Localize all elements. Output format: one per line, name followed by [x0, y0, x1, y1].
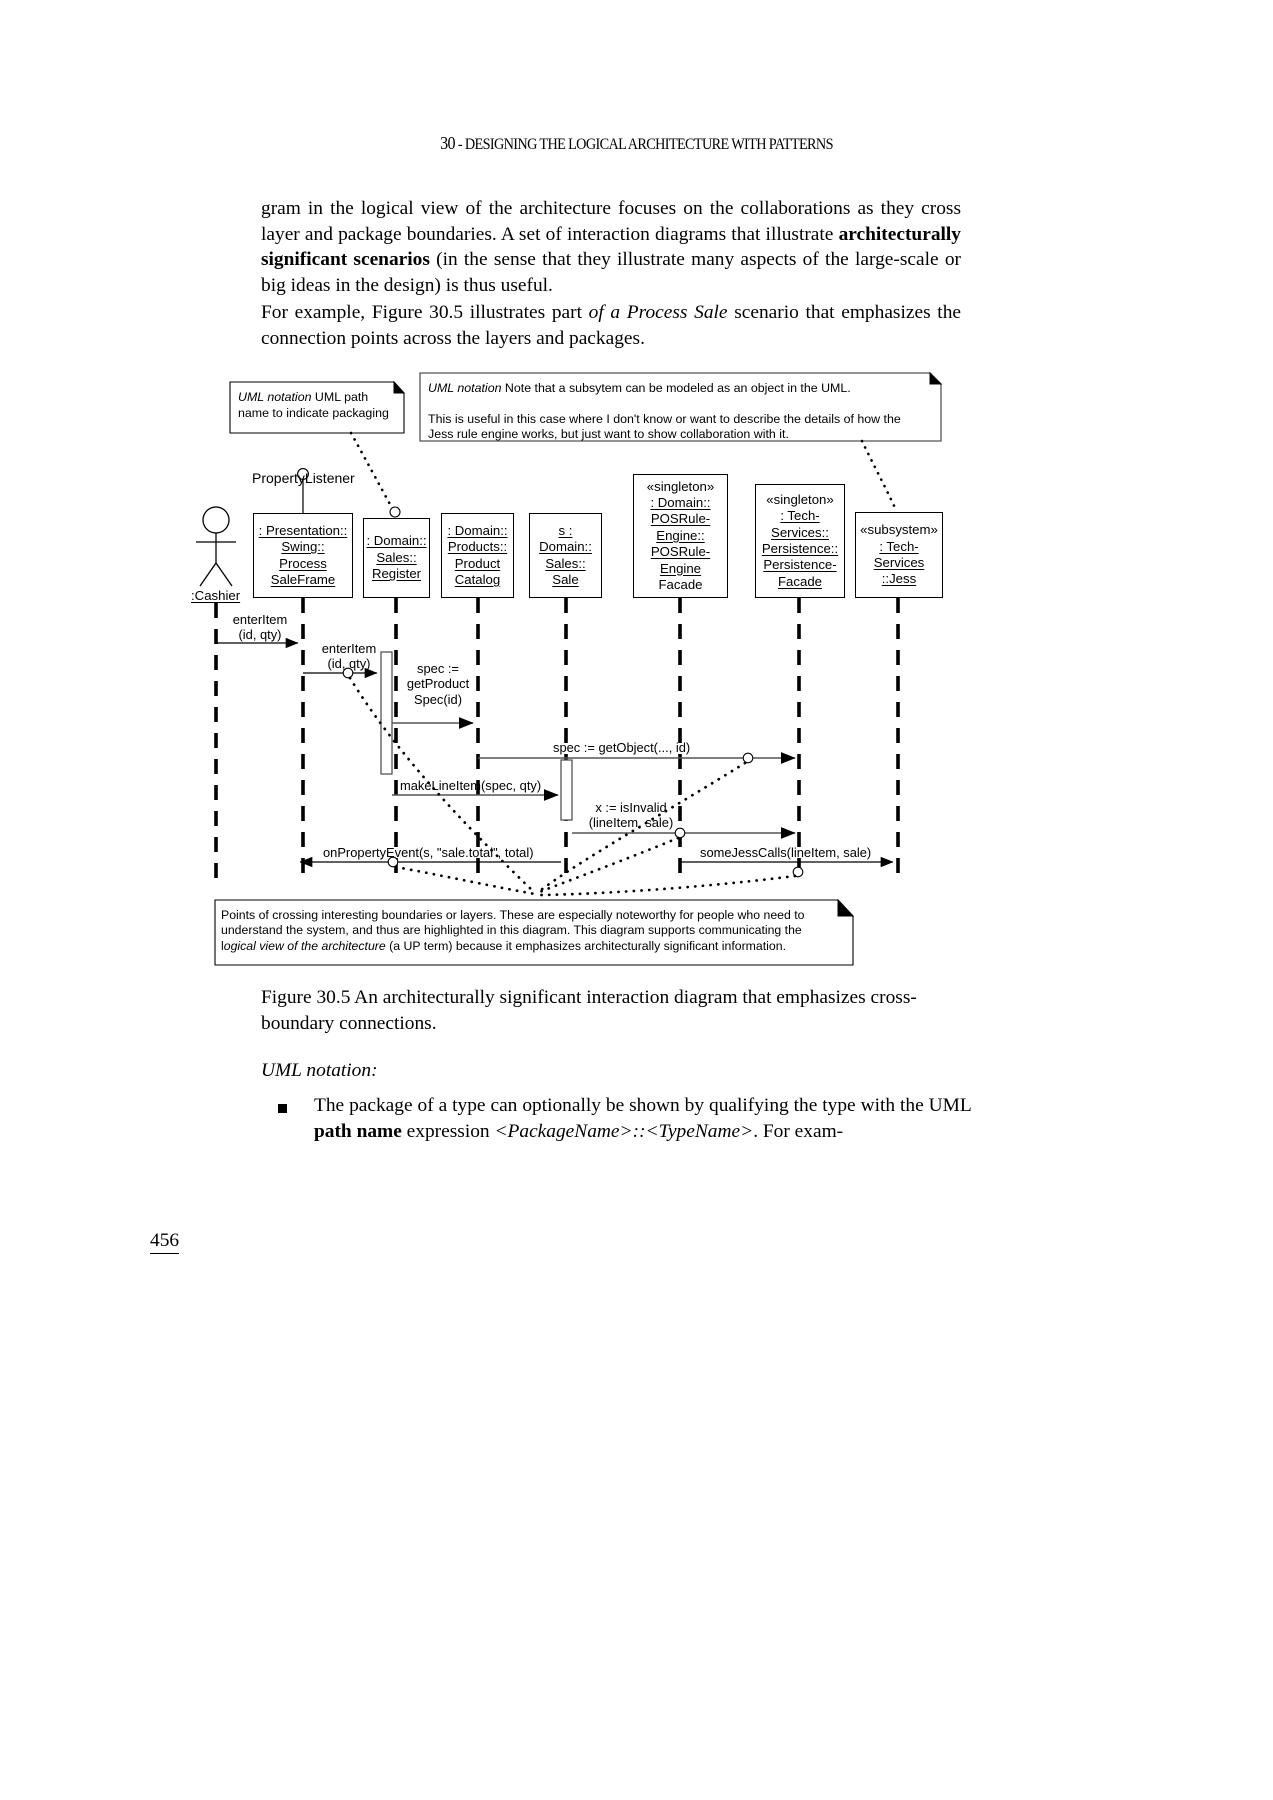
- lifeline-processsaleframe-line-1: Swing::: [281, 539, 325, 555]
- message-label-onPropertyEvent: [323, 845, 534, 860]
- bullet-part-2: expression: [401, 1120, 495, 1142]
- note-bottom-text: [221, 908, 861, 954]
- lifeline-productcatalog-line-1: Products::: [447, 539, 508, 555]
- lifeline-sale-line-3: Sale: [552, 571, 579, 587]
- activation-sale: [561, 760, 572, 820]
- page-number: 456: [150, 1230, 179, 1254]
- message-label-getProductSpec-line-2: Spec(id): [414, 691, 462, 707]
- message-label-enterItem-1: [216, 612, 304, 643]
- paragraph-1-bold: architecturally significant scenarios: [261, 223, 961, 271]
- message-label-getProductSpec-line-1: getProduct: [406, 676, 470, 692]
- interface-label-propertylistener: PropertyListener: [252, 470, 355, 486]
- note-left-italic-lead: UML notation: [238, 390, 312, 404]
- lifeline-productcatalog-line-3: Catalog: [454, 571, 501, 587]
- note-left-text: UML path name to indicate packaging: [238, 390, 389, 420]
- paragraph-2-part-1: For example, Figure 30.5 illustrates part: [261, 302, 589, 323]
- uml-notation-heading: UML notation:: [261, 1060, 378, 1081]
- body-paragraph-2: [261, 300, 961, 351]
- lifeline-sale-line-2: Sales::: [545, 555, 586, 571]
- message-label-makeLineItem-line-0: makeLineItem(spec, qty): [400, 778, 542, 793]
- actor-cashier-icon: [196, 507, 236, 586]
- lifeline-processsaleframe-line-3: SaleFrame: [270, 571, 336, 587]
- lifeline-posrulefacade-line-5: Facade: [658, 577, 703, 593]
- running-head-chapter-number: 30: [440, 133, 455, 153]
- actor-label-cashier: :Cashier: [191, 588, 241, 603]
- message-label-isInvalid-line-1: (lineItem, sale): [588, 815, 674, 831]
- note-bottom-line-2: understand the system, and thus are highlighted in this diagram. This diagram supports communicating the: [221, 923, 802, 938]
- lifeline-productcatalog-line-0: : Domain::: [447, 522, 508, 538]
- note-uml-path-name-text: [238, 390, 398, 421]
- lifeline-posrulefacade-line-1: POSRule-: [650, 511, 711, 527]
- message-label-enterItem-1-line-1: (id, qty): [238, 627, 282, 643]
- lifeline-jess-line-0: : Tech-: [879, 538, 919, 554]
- message-label-enterItem-2: [306, 641, 392, 672]
- lifeline-register-line-2: Register: [371, 566, 422, 582]
- message-label-someJessCalls-line-0: someJessCalls(lineItem, sale): [700, 845, 872, 860]
- uml-notation-bullet: [261, 1093, 971, 1144]
- lifelines: [216, 598, 898, 878]
- lifeline-posrulefacade-stereotype: «singleton»: [646, 478, 715, 494]
- running-head-title: DESIGNING THE LOGICAL ARCHITECTURE WITH PATTERNS: [464, 136, 833, 153]
- message-label-getObject: [553, 740, 690, 755]
- message-label-getProductSpec: [399, 661, 477, 707]
- lifeline-box-register[interactable]: [363, 518, 430, 598]
- lifeline-processsaleframe-line-2: Process: [279, 555, 327, 571]
- lifeline-box-persistencefacade[interactable]: [755, 484, 845, 598]
- lifeline-persistencefacade-line-2: Persistence::: [761, 541, 839, 556]
- lifeline-sale-line-1: Domain::: [539, 539, 592, 555]
- lifeline-register-line-0: : Domain::: [366, 533, 427, 549]
- note-right-italic-lead: UML notation: [428, 381, 502, 395]
- bullet-square-icon: [278, 1104, 287, 1113]
- note-bottom-line-3-a: l: [221, 938, 224, 953]
- bullet-italic: <PackageName>::<TypeName>: [494, 1120, 754, 1142]
- leader-5: [540, 876, 795, 895]
- message-label-someJessCalls: [700, 845, 871, 860]
- note-right-line-1: Note that a subsytem can be modeled as an object in the UML.: [501, 381, 851, 395]
- body-paragraph-1: [261, 196, 961, 298]
- lifeline-posrulefacade-line-2: Engine::: [656, 527, 705, 543]
- lifeline-processsaleframe-line-0: : Presentation::: [258, 522, 348, 538]
- lifeline-productcatalog-line-2: Product: [454, 555, 501, 571]
- note-bottom-line-3-italic: ogical view of the architecture: [223, 938, 386, 953]
- running-head-separator: -: [454, 136, 465, 153]
- lifeline-posrulefacade-line-4: Engine: [659, 560, 702, 576]
- note-subsystem-text: [428, 381, 948, 443]
- note-bottom-line-1: Points of crossing interesting boundaries or layers. These are especially noteworthy for people who need to: [221, 908, 805, 922]
- message-label-enterItem-2-line-0: enterItem: [321, 641, 377, 656]
- bullet-part-1: The package of a type can optionally be shown by qualifying the type with the UML: [314, 1095, 971, 1116]
- lifeline-box-posrulefacade[interactable]: [633, 474, 728, 598]
- bullet-bold: path name: [314, 1120, 402, 1142]
- lifeline-jess-stereotype: «subsystem»: [860, 522, 938, 538]
- note-right-line-2: This is useful in this case where I don't know or want to describe the details of how the: [428, 411, 901, 426]
- lifeline-box-jess[interactable]: [855, 512, 943, 598]
- lifeline-box-processsaleframe[interactable]: [253, 513, 353, 598]
- bullet-text: [314, 1093, 971, 1144]
- lifeline-jess-line-1: Services: [873, 555, 925, 570]
- sequence-diagram-canvas: [0, 360, 1273, 980]
- leader-note-to-register: [351, 433, 400, 517]
- lifeline-box-productcatalog[interactable]: [441, 513, 514, 598]
- paragraph-2-part-2: scenario that emphasizes the connection points across the layers and packages.: [261, 302, 961, 349]
- lifeline-posrulefacade-line-3: POSRule-: [650, 544, 711, 560]
- lifeline-box-sale[interactable]: [529, 513, 602, 598]
- paragraph-2-italic: of a Process Sale: [588, 302, 728, 323]
- lifeline-persistencefacade-line-3: Persistence-: [763, 557, 837, 573]
- crossing-point-2: [743, 753, 753, 763]
- note-right-line-3: Jess rule engine works, but just want to show collaboration with it.: [428, 427, 789, 442]
- message-label-enterItem-2-line-1: (id, qty): [327, 656, 371, 672]
- message-label-getObject-line-0: spec := getObject(..., id): [553, 740, 691, 755]
- lifeline-sale-line-0: s :: [558, 522, 573, 538]
- message-label-isInvalid-line-0: x := isInvalid: [595, 800, 667, 815]
- message-label-makeLineItem: [400, 778, 541, 793]
- figure-30-5: [0, 360, 1273, 980]
- running-head: [51, 133, 1222, 154]
- bullet-part-3: . For exam-: [753, 1120, 844, 1142]
- paragraph-1-part-2: (in the sense that they illustrate many aspects of the large-scale or big ideas in the design) is thus useful.: [261, 249, 961, 296]
- leader-note-to-jess: [862, 441, 896, 510]
- lifeline-persistencefacade-stereotype: «singleton»: [766, 491, 834, 507]
- lifeline-posrulefacade-line-0: : Domain::: [650, 494, 711, 510]
- figure-caption: Figure 30.5 An architecturally significant interaction diagram that emphasizes cross-boundary connections.: [261, 987, 917, 1034]
- message-label-onPropertyEvent-line-0: onPropertyEvent(s, "sale.total", total): [323, 845, 534, 860]
- lifeline-persistencefacade-line-4: Facade: [778, 573, 822, 589]
- paragraph-1-part-1: gram in the logical view of the architecture focuses on the collaborations as they cross layer and package boundaries. A set of interaction diagrams that illustrate: [261, 198, 961, 245]
- lifeline-persistencefacade-line-1: Services::: [771, 524, 829, 540]
- note-bottom-line-3-b: (a UP term) because it emphasizes architecturally significant information.: [385, 938, 787, 953]
- lifeline-jess-line-2: ::Jess: [881, 571, 917, 587]
- message-label-isInvalid: [578, 800, 684, 831]
- message-label-getProductSpec-line-0: spec :=: [417, 661, 459, 676]
- message-label-enterItem-1-line-0: enterItem: [232, 612, 288, 627]
- lifeline-persistencefacade-line-0: : Tech-: [780, 508, 820, 524]
- lifeline-register-line-1: Sales::: [376, 549, 417, 565]
